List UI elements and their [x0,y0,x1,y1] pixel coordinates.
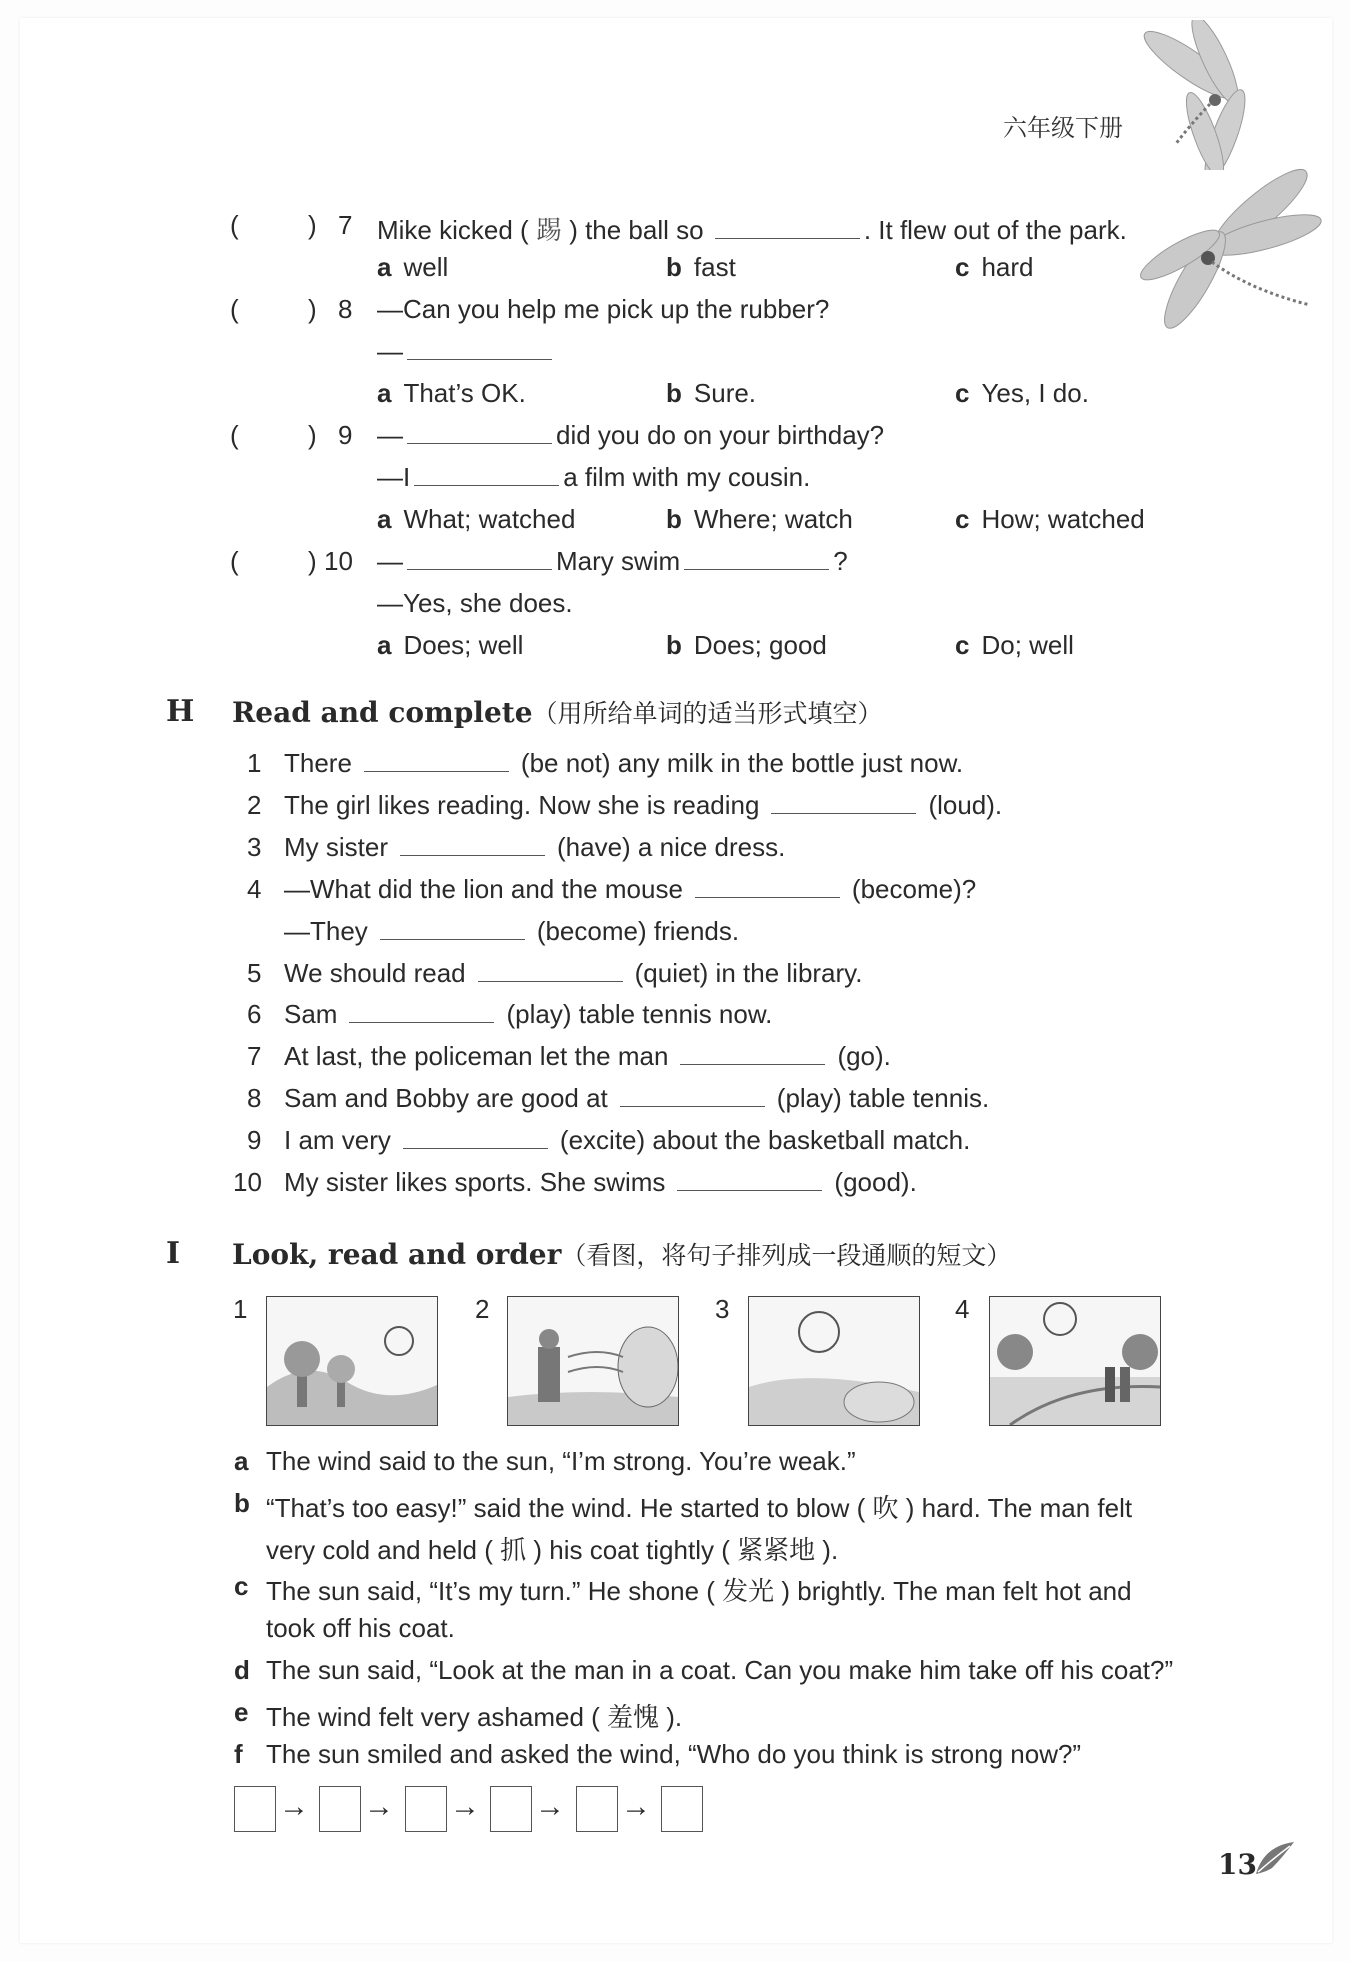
sentence-letter: a [234,1446,249,1476]
fill-in-item [284,790,1002,821]
arrow-right-icon: → [364,1790,394,1823]
fill-in-item [284,1125,970,1156]
option-b: b Where; watch [666,504,853,534]
item-number: 1 [247,748,262,778]
item-text-before: —They [284,916,368,946]
item-text-before: —What did the lion and the mouse [284,874,683,904]
sentence-text: The wind said to the sun, “I’m strong. You’re weak.” [266,1446,856,1476]
picture-number: 1 [233,1294,248,1324]
grade-label: 六年级下册 [1003,114,1123,142]
section-letter: I [166,1236,181,1271]
dragonfly-icon [1140,160,1330,370]
item-text-before: I am very [284,1125,391,1155]
arrow-right-icon: → [279,1790,309,1823]
fill-in-item [284,1041,891,1072]
option-a: a well [377,252,449,282]
question-number: 7 [338,210,353,240]
item-text-after: (play) table tennis. [776,1083,990,1113]
fill-in-item [284,999,772,1030]
question-number: 9 [338,420,353,450]
question-line: —Yes, she does. [377,588,573,618]
item-text-after: (become)? [851,874,977,904]
question-number: 8 [338,294,353,324]
dragonfly-icon [1130,20,1330,170]
item-text-before: My sister [284,832,388,862]
answer-paren-close: ) [308,420,317,450]
sentence-letter: b [234,1488,250,1518]
item-text-after: (good). [834,1167,917,1197]
arrow-right-icon: → [450,1790,480,1823]
item-text-before: We should read [284,958,466,988]
answer-paren-open: ( [230,294,239,324]
option-a: a Does; well [377,630,524,660]
order-answer-box[interactable] [405,1786,447,1832]
option-b: b Sure. [666,378,757,408]
answer-blank[interactable] [684,568,829,570]
order-answer-box[interactable] [319,1786,361,1832]
item-number: 6 [247,999,262,1029]
answer-blank[interactable] [677,1189,822,1191]
landscape-sun-icon [267,1297,437,1425]
item-number: 2 [247,790,262,820]
item-text-before: At last, the policeman let the man [284,1041,669,1071]
fill-in-item [284,832,785,863]
section-heading: Read and complete（用所给单词的适当形式填空） [232,696,883,729]
answer-blank[interactable] [680,1063,825,1065]
answer-paren-open: ( [230,420,239,450]
sentence-text: took off his coat. [266,1613,455,1643]
answer-blank[interactable] [414,484,559,486]
story-picture-2 [507,1296,679,1426]
sentence-text: “That’s too easy!” said the wind. He started to blow ( 吹 ) hard. The man felt [266,1493,1133,1523]
sentence-text: The wind felt very ashamed ( 羞愧 ). [266,1702,683,1732]
item-number: 3 [247,832,262,862]
answer-blank[interactable] [715,237,860,239]
item-number: 7 [247,1041,262,1071]
option-c: c Yes, I do. [955,378,1089,408]
item-number: 9 [247,1125,262,1155]
page-number: 13 [1218,1848,1257,1881]
item-text-after: (loud). [928,790,1003,820]
sentence-text: The sun said, “It’s my turn.” He shone ( 发光 ) brightly. The man felt hot and [266,1576,1132,1606]
section-letter: H [166,694,195,729]
item-text-after: (have) a nice dress. [557,832,786,862]
sentence-letter: c [234,1571,249,1601]
sun-over-road-icon [990,1297,1160,1425]
answer-paren-close: ) [308,294,317,324]
fill-in-item [284,874,976,905]
answer-paren-open: ( [230,210,239,240]
item-text-after: (become) friends. [536,916,740,946]
fill-in-item [284,916,739,947]
fill-in-item [284,1083,989,1114]
question-line: — Mary swim ? [377,546,848,576]
sentence-text: The sun said, “Look at the man in a coat. Can you make him take off his coat?” [266,1655,1174,1685]
item-text-before: Sam [284,999,338,1029]
item-number: 8 [247,1083,262,1113]
picture-number: 2 [475,1294,490,1324]
answer-blank[interactable] [349,1021,494,1023]
option-a: a What; watched [377,504,576,534]
answer-paren-close: ) [308,210,317,240]
answer-blank[interactable] [364,770,509,772]
item-number: 5 [247,958,262,988]
item-number: 10 [233,1167,262,1197]
sentence-text: very cold and held ( 抓 ) his coat tightly ( 紧紧地 ). [266,1535,839,1565]
order-answer-box[interactable] [661,1786,703,1832]
option-c: c Do; well [955,630,1074,660]
order-answer-box[interactable] [490,1786,532,1832]
sentence-letter: d [234,1655,250,1685]
sun-and-wind-icon [749,1297,919,1425]
item-text-after: (excite) about the basketball match. [559,1125,971,1155]
item-text-after: (go). [837,1041,891,1071]
order-answer-box[interactable] [576,1786,618,1832]
answer-blank[interactable] [695,896,840,898]
arrow-right-icon: → [621,1790,651,1823]
sentence-letter: f [234,1739,243,1769]
answer-blank[interactable] [403,1147,548,1149]
order-answer-box[interactable] [234,1786,276,1832]
leaf-icon [1252,1838,1298,1878]
item-text-before: My sister likes sports. She swims [284,1167,666,1197]
answer-blank[interactable] [380,938,525,940]
option-c: c hard [955,252,1034,282]
option-a: a That’s OK. [377,378,526,408]
answer-blank[interactable] [771,812,916,814]
picture-number: 3 [715,1294,730,1324]
question-line: —Can you help me pick up the rubber? [377,294,830,324]
answer-blank[interactable] [407,568,552,570]
answer-blank[interactable] [407,358,552,360]
option-b: b Does; good [666,630,827,660]
fill-in-item [284,748,963,779]
story-picture-3 [748,1296,920,1426]
picture-number: 4 [955,1294,970,1324]
item-text-after: (quiet) in the library. [634,958,863,988]
sentence-text: The sun smiled and asked the wind, “Who do you think is strong now?” [266,1739,1082,1769]
answer-paren-open: ( [230,546,239,576]
answer-blank[interactable] [400,854,545,856]
arrow-right-icon: → [535,1790,565,1823]
sentence-letter: e [234,1697,249,1727]
answer-blank[interactable] [620,1105,765,1107]
answer-blank[interactable] [407,442,552,444]
fill-in-item [284,958,862,989]
item-text-before: Sam and Bobby are good at [284,1083,608,1113]
answer-blank[interactable] [478,980,623,982]
option-c: c How; watched [955,504,1145,534]
item-text-before: There [284,748,352,778]
wind-blowing-man-icon [508,1297,678,1425]
question-number: 10 [324,546,353,576]
item-text-after: (be not) any milk in the bottle just now. [520,748,964,778]
question-line: —I a film with my cousin. [377,462,811,492]
question-line: — [377,336,556,367]
item-text-before: The girl likes reading. Now she is reading [284,790,760,820]
answer-paren-close: ) [308,546,317,576]
fill-in-item [284,1167,917,1198]
story-picture-1 [266,1296,438,1426]
question-line: — did you do on your birthday? [377,420,885,450]
option-b: b fast [666,252,736,282]
item-text-after: (play) table tennis now. [506,999,773,1029]
story-picture-4 [989,1296,1161,1426]
question-stem: Mike kicked ( 踢 ) the ball so . It flew out of the park. [377,215,1127,246]
item-number: 4 [247,874,262,904]
section-heading: Look, read and order（看图，将句子排列成一段通顺的短文） [232,1238,1012,1271]
